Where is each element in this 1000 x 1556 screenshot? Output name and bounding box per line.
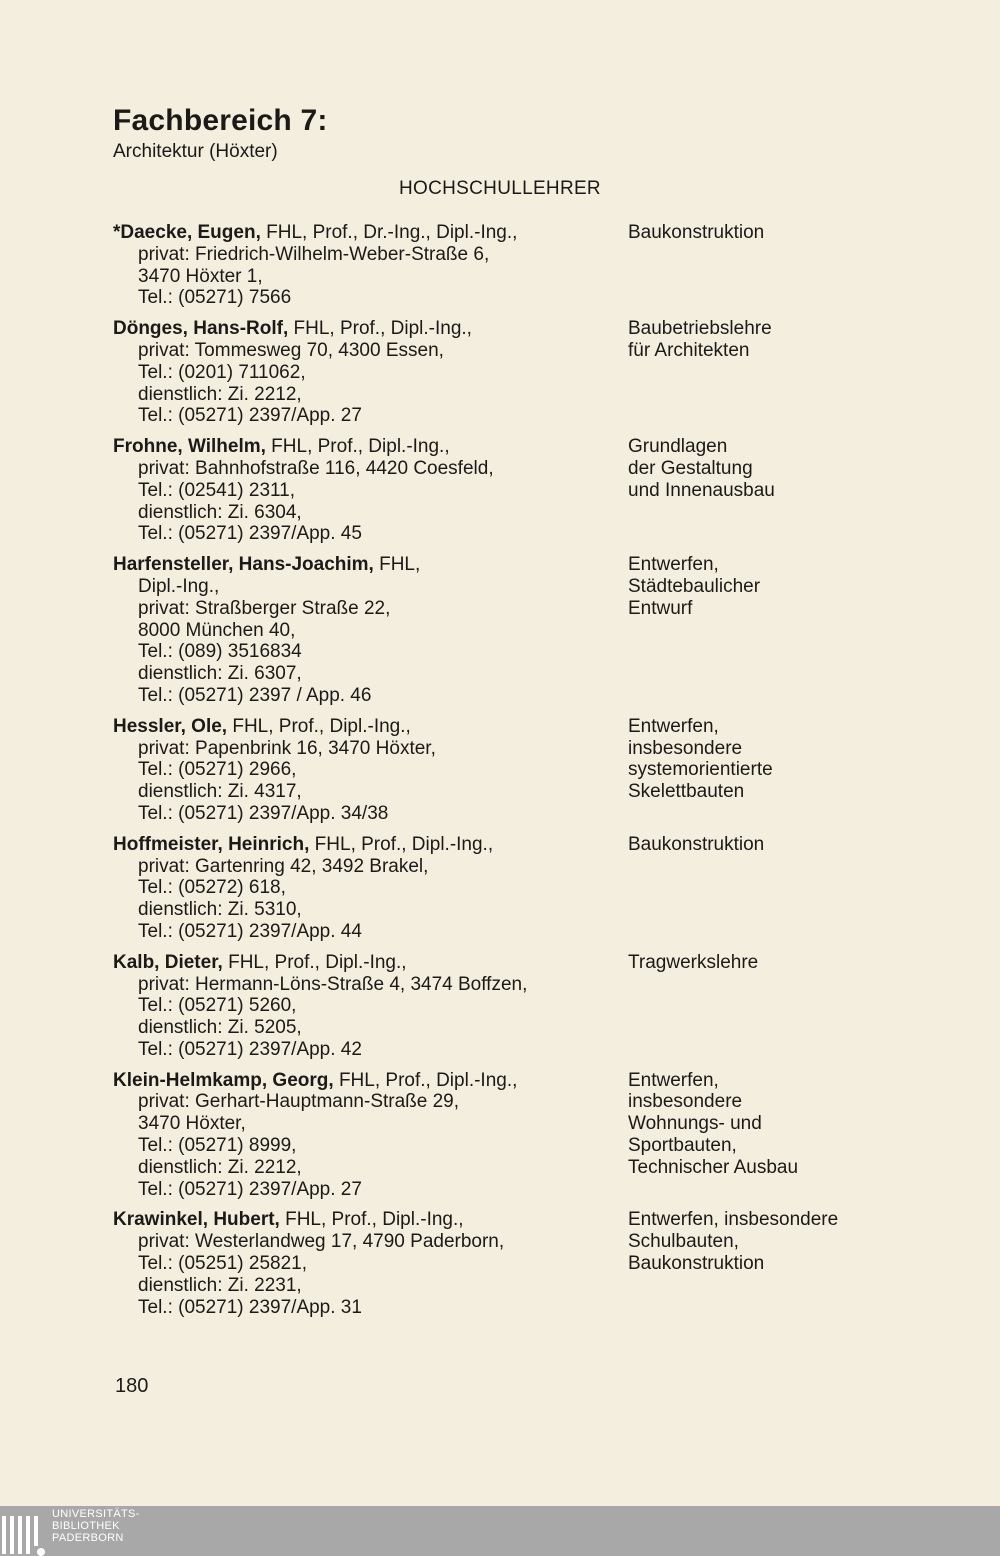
entry-subject-line: Entwerfen, insbesondere bbox=[628, 1209, 839, 1231]
entry-subject-line: systemorientierte bbox=[628, 759, 773, 781]
list-item bbox=[113, 1070, 913, 1201]
entry-titles: FHL, Prof., Dipl.-Ing., bbox=[227, 715, 411, 737]
entry-name: Dönges, Hans-Rolf, bbox=[113, 318, 289, 340]
entry-list bbox=[113, 222, 913, 1327]
entry-address bbox=[113, 716, 623, 825]
entry-detail-line: Tel.: (05271) 7566 bbox=[138, 287, 292, 309]
entry-detail-line: privat: Tommesweg 70, 4300 Essen, bbox=[138, 339, 444, 361]
entry-detail-line: dienstlich: Zi. 5205, bbox=[138, 1017, 302, 1039]
entry-subject-line: Baubetriebslehre bbox=[628, 318, 772, 340]
entry-detail-line: Tel.: (05271) 2397 / App. 46 bbox=[138, 684, 372, 706]
entry-subject-line: und Innenausbau bbox=[628, 479, 775, 501]
entry-detail-line: Tel.: (0201) 711062, bbox=[138, 361, 306, 383]
entry-first-line bbox=[113, 1209, 623, 1231]
entry-detail-line: privat: Papenbrink 16, 3470 Höxter, bbox=[138, 737, 436, 759]
entry-first-line bbox=[113, 1070, 623, 1092]
entry-detail-line: privat: Bahnhofstraße 116, 4420 Coesfeld, bbox=[138, 457, 494, 479]
entry-address bbox=[113, 554, 623, 707]
entry-subject-line: Skelettbauten bbox=[628, 781, 745, 803]
list-item bbox=[113, 1209, 913, 1318]
page-subtitle: Architektur (Höxter) bbox=[113, 141, 278, 162]
entry-detail-line: Tel.: (05271) 2397/App. 42 bbox=[138, 1038, 362, 1060]
entry-subject-line: für Architekten bbox=[628, 339, 750, 361]
entry-subject bbox=[628, 952, 928, 974]
entry-name: Harfensteller, Hans-Joachim, bbox=[113, 554, 374, 576]
entry-detail-line: Tel.: (05271) 2397/App. 45 bbox=[138, 523, 362, 545]
entry-titles: FHL, Prof., Dipl.-Ing., bbox=[333, 1069, 518, 1091]
entry-detail-line: Tel.: (05251) 25821, bbox=[138, 1253, 308, 1275]
entry-name: Kalb, Dieter, bbox=[113, 951, 223, 973]
entry-subject bbox=[628, 834, 928, 856]
library-line: BIBLIOTHEK bbox=[52, 1520, 120, 1532]
entry-subject-line: Baukonstruktion bbox=[628, 1253, 765, 1275]
entry-address bbox=[113, 834, 623, 943]
entry-detail-line: dienstlich: Zi. 6307, bbox=[138, 663, 302, 685]
entry-detail-line: Dipl.-Ing., bbox=[138, 575, 220, 597]
entry-name: Krawinkel, Hubert, bbox=[113, 1209, 280, 1231]
entry-detail-line: Tel.: (05271) 2397/App. 27 bbox=[138, 405, 362, 427]
entry-titles: FHL, Prof., Dipl.-Ing., bbox=[279, 1209, 464, 1231]
entry-subject-line: Entwerfen, bbox=[628, 1069, 719, 1091]
entry-subject-line: Tragwerkslehre bbox=[628, 951, 759, 973]
entry-detail-line: privat: Gerhart-Hauptmann-Straße 29, bbox=[138, 1091, 460, 1113]
entry-name: Klein-Helmkamp, Georg, bbox=[113, 1069, 334, 1091]
entry-detail-line: Tel.: (02541) 2311, bbox=[138, 479, 296, 501]
entry-address bbox=[113, 222, 623, 309]
entry-detail-line: dienstlich: Zi. 2212, bbox=[138, 383, 302, 405]
library-name bbox=[52, 1508, 140, 1544]
entry-detail-line: Tel.: (05272) 618, bbox=[138, 877, 286, 899]
entry-detail-line: privat: Straßberger Straße 22, bbox=[138, 597, 391, 619]
entry-detail-line: privat: Hermann-Löns-Straße 4, 3474 Boffzen, bbox=[138, 973, 528, 995]
entry-subject bbox=[628, 436, 928, 501]
list-item bbox=[113, 834, 913, 943]
entry-name: *Daecke, Eugen, bbox=[113, 222, 261, 243]
entry-first-line bbox=[113, 318, 623, 340]
entry-subject-line: der Gestaltung bbox=[628, 457, 753, 479]
entry-detail-line: privat: Friedrich-Wilhelm-Weber-Straße 6, bbox=[138, 243, 490, 265]
entry-first-line bbox=[113, 436, 623, 458]
entry-first-line bbox=[113, 716, 623, 738]
entry-subject-line: Sportbauten, bbox=[628, 1135, 737, 1157]
page-number: 180 bbox=[115, 1375, 149, 1397]
entry-detail-line: 8000 München 40, bbox=[138, 619, 296, 641]
entry-name: Frohne, Wilhelm, bbox=[113, 436, 266, 458]
entry-address bbox=[113, 1070, 623, 1201]
entry-first-line bbox=[113, 222, 623, 244]
entry-detail-line: Tel.: (05271) 2397/App. 31 bbox=[138, 1296, 362, 1318]
entry-subject bbox=[628, 318, 928, 362]
entry-name: Hessler, Ole, bbox=[113, 715, 228, 737]
entry-address bbox=[113, 1209, 623, 1318]
entry-address bbox=[113, 952, 623, 1061]
entry-titles: FHL, Prof., Dipl.-Ing., bbox=[222, 951, 407, 973]
list-item bbox=[113, 716, 913, 825]
entry-subject-line: Wohnungs- und bbox=[628, 1113, 762, 1135]
entry-detail-line: privat: Westerlandweg 17, 4790 Paderborn, bbox=[138, 1231, 505, 1253]
section-heading bbox=[0, 178, 1000, 200]
library-logo-icon bbox=[0, 1510, 46, 1556]
entry-titles: FHL, Prof., Dipl.-Ing., bbox=[288, 318, 472, 340]
entry-detail-line: dienstlich: Zi. 5310, bbox=[138, 899, 302, 921]
list-item bbox=[113, 222, 913, 309]
entry-subject-line: Grundlagen bbox=[628, 436, 728, 458]
entry-detail-line: Tel.: (05271) 8999, bbox=[138, 1135, 297, 1157]
entry-first-line bbox=[113, 834, 623, 856]
entry-subject bbox=[628, 1070, 928, 1179]
list-item bbox=[113, 952, 913, 1061]
list-item bbox=[113, 554, 913, 707]
entry-name: Hoffmeister, Heinrich, bbox=[113, 833, 310, 855]
library-footer bbox=[0, 1506, 1000, 1556]
entry-detail-line: dienstlich: Zi. 6304, bbox=[138, 501, 302, 523]
entry-address bbox=[113, 436, 623, 545]
entry-subject-line: Entwurf bbox=[628, 597, 693, 619]
library-line: UNIVERSITÄTS- bbox=[52, 1508, 140, 1520]
page-title: Fachbereich 7: bbox=[113, 104, 328, 137]
entry-detail-line: Tel.: (05271) 2397/App. 44 bbox=[138, 920, 362, 942]
entry-detail-line: Tel.: (05271) 2397/App. 34/38 bbox=[138, 802, 389, 824]
entry-detail-line: Tel.: (089) 3516834 bbox=[138, 641, 302, 663]
entry-subject-line: Baukonstruktion bbox=[628, 222, 765, 243]
entry-titles: FHL, bbox=[373, 554, 421, 576]
entry-detail-line: dienstlich: Zi. 2231, bbox=[138, 1274, 302, 1296]
entry-detail-line: Tel.: (05271) 5260, bbox=[138, 995, 297, 1017]
entry-titles: FHL, Prof., Dr.-Ing., Dipl.-Ing., bbox=[260, 222, 518, 243]
entry-detail-line: Tel.: (05271) 2966, bbox=[138, 759, 297, 781]
entry-titles: FHL, Prof., Dipl.-Ing., bbox=[265, 436, 450, 458]
entry-detail-line: 3470 Höxter 1, bbox=[138, 265, 263, 287]
entry-subject-line: Entwerfen, bbox=[628, 715, 719, 737]
entry-subject bbox=[628, 554, 928, 619]
entry-detail-line: privat: Gartenring 42, 3492 Brakel, bbox=[138, 855, 429, 877]
list-item bbox=[113, 436, 913, 545]
entry-detail-line: 3470 Höxter, bbox=[138, 1113, 246, 1135]
entry-subject-line: Schulbauten, bbox=[628, 1231, 739, 1253]
entry-detail-line: dienstlich: Zi. 2212, bbox=[138, 1156, 302, 1178]
entry-subject-line: insbesondere bbox=[628, 737, 743, 759]
entry-subject bbox=[628, 716, 928, 803]
entry-detail-line: dienstlich: Zi. 4317, bbox=[138, 781, 302, 803]
entry-subject-line: Technischer Ausbau bbox=[628, 1156, 799, 1178]
entry-subject-line: Entwerfen, bbox=[628, 554, 719, 576]
list-item bbox=[113, 318, 913, 427]
entry-subject-line: insbesondere bbox=[628, 1091, 743, 1113]
entry-titles: FHL, Prof., Dipl.-Ing., bbox=[309, 833, 494, 855]
section-heading-text: HOCHSCHULLEHRER bbox=[399, 178, 601, 199]
entry-subject bbox=[628, 1209, 928, 1274]
entry-subject-line: Städtebaulicher bbox=[628, 575, 761, 597]
entry-first-line bbox=[113, 554, 623, 576]
entry-subject-line: Baukonstruktion bbox=[628, 833, 765, 855]
entry-detail-line: Tel.: (05271) 2397/App. 27 bbox=[138, 1178, 362, 1200]
entry-address bbox=[113, 318, 623, 427]
entry-subject bbox=[628, 222, 928, 244]
library-line: PADERBORN bbox=[52, 1532, 124, 1544]
entry-first-line bbox=[113, 952, 623, 974]
